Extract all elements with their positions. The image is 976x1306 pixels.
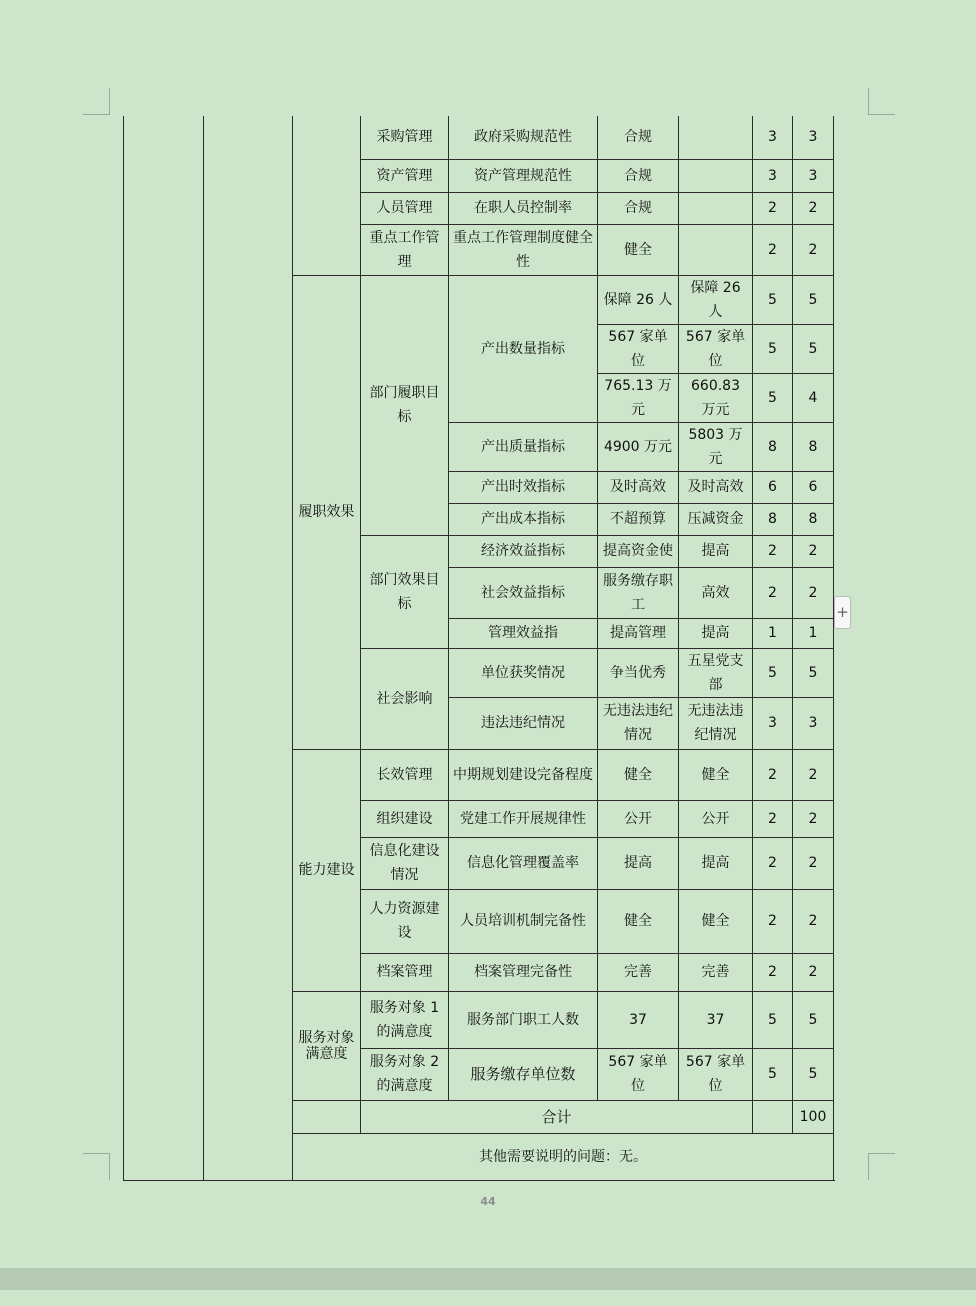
l3-cell: 组织建设 — [361, 800, 449, 837]
weight-cell: 1 — [753, 618, 793, 648]
target-cell: 567 家单位 — [598, 1048, 679, 1100]
actual-cell — [679, 116, 753, 159]
weight-cell: 3 — [753, 116, 793, 159]
l3-cell: 长效管理 — [361, 749, 449, 800]
actual-cell: 五星党支部 — [679, 648, 753, 697]
actual-cell: 保障 26 人 — [679, 275, 753, 324]
score-cell: 5 — [793, 1048, 834, 1100]
actual-cell: 提高 — [679, 837, 753, 889]
actual-cell: 压减资金 — [679, 503, 753, 535]
target-cell: 健全 — [598, 889, 679, 953]
l4-cell: 人员培训机制完备性 — [449, 889, 598, 953]
actual-cell: 提高 — [679, 618, 753, 648]
weight-cell: 3 — [753, 697, 793, 749]
weight-cell: 2 — [753, 800, 793, 837]
l4-cell: 管理效益指 — [449, 618, 598, 648]
score-cell: 8 — [793, 503, 834, 535]
weight-cell: 5 — [753, 373, 793, 422]
weight-cell: 2 — [753, 192, 793, 224]
weight-cell: 8 — [753, 503, 793, 535]
actual-cell: 37 — [679, 991, 753, 1048]
score-cell: 5 — [793, 991, 834, 1048]
weight-cell: 5 — [753, 1048, 793, 1100]
score-cell: 2 — [793, 889, 834, 953]
score-cell: 5 — [793, 275, 834, 324]
score-cell: 2 — [793, 224, 834, 275]
l3-cell: 档案管理 — [361, 953, 449, 991]
target-cell: 健全 — [598, 224, 679, 275]
l3-cell: 服务对象 1 的满意度 — [361, 991, 449, 1048]
l4-cell: 违法违纪情况 — [449, 697, 598, 749]
score-cell: 8 — [793, 422, 834, 471]
l4-cell: 服务缴存单位数 — [449, 1048, 598, 1100]
l4-cell: 在职人员控制率 — [449, 192, 598, 224]
score-cell: 5 — [793, 324, 834, 373]
weight-cell: 2 — [753, 889, 793, 953]
add-row-button[interactable]: + — [834, 596, 851, 629]
l4-cell: 单位获奖情况 — [449, 648, 598, 697]
l4-cell: 经济效益指标 — [449, 535, 598, 567]
target-cell: 无违法违纪情况 — [598, 697, 679, 749]
l4-cell: 产出数量指标 — [449, 275, 598, 422]
actual-cell: 及时高效 — [679, 471, 753, 503]
actual-cell: 5803 万元 — [679, 422, 753, 471]
target-cell: 合规 — [598, 116, 679, 159]
weight-cell: 6 — [753, 471, 793, 503]
l3-cell: 人员管理 — [361, 192, 449, 224]
score-cell: 2 — [793, 535, 834, 567]
weight-cell: 2 — [753, 535, 793, 567]
l3-cell: 采购管理 — [361, 116, 449, 159]
score-cell: 6 — [793, 471, 834, 503]
weight-cell: 5 — [753, 648, 793, 697]
weight-cell: 2 — [753, 837, 793, 889]
weight-cell: 2 — [753, 567, 793, 618]
target-cell: 不超预算 — [598, 503, 679, 535]
actual-cell: 567 家单位 — [679, 324, 753, 373]
total-actual-cell — [753, 1100, 793, 1133]
target-cell: 提高资金使 — [598, 535, 679, 567]
actual-cell — [679, 159, 753, 192]
target-cell: 服务缴存职工 — [598, 567, 679, 618]
actual-cell: 健全 — [679, 749, 753, 800]
page-number: 44 — [480, 1195, 496, 1208]
score-cell: 2 — [793, 192, 834, 224]
crop-mark-top-left — [83, 88, 110, 115]
total-label: 合计 — [361, 1100, 753, 1133]
target-cell: 合规 — [598, 192, 679, 224]
target-cell: 争当优秀 — [598, 648, 679, 697]
l3-cell: 资产管理 — [361, 159, 449, 192]
l4-cell: 产出质量指标 — [449, 422, 598, 471]
col1-total-cell — [293, 1100, 361, 1133]
l4-cell: 政府采购规范性 — [449, 116, 598, 159]
l3-cell-shehui-yingxiang: 社会影响 — [361, 648, 449, 749]
score-cell: 3 — [793, 159, 834, 192]
target-cell: 保障 26 人 — [598, 275, 679, 324]
target-cell: 公开 — [598, 800, 679, 837]
weight-cell: 2 — [753, 749, 793, 800]
actual-cell: 公开 — [679, 800, 753, 837]
l4-cell: 重点工作管理制度健全性 — [449, 224, 598, 275]
actual-cell: 提高 — [679, 535, 753, 567]
score-cell: 2 — [793, 567, 834, 618]
target-cell: 完善 — [598, 953, 679, 991]
table-row — [124, 116, 834, 159]
l2-cell-lvzhi: 履职效果 — [293, 275, 361, 749]
l3-cell: 重点工作管理 — [361, 224, 449, 275]
l3-cell: 人力资源建设 — [361, 889, 449, 953]
target-cell: 提高 — [598, 837, 679, 889]
score-cell: 3 — [793, 697, 834, 749]
score-cell: 2 — [793, 800, 834, 837]
l3-cell-bumen-lvzhi: 部门履职目标 — [361, 275, 449, 535]
target-cell: 及时高效 — [598, 471, 679, 503]
crop-mark-top-right — [868, 88, 895, 115]
weight-cell: 2 — [753, 224, 793, 275]
score-cell: 1 — [793, 618, 834, 648]
actual-cell — [679, 192, 753, 224]
col1-cell — [124, 116, 204, 1180]
l4-cell: 信息化管理覆盖率 — [449, 837, 598, 889]
target-cell: 567 家单位 — [598, 324, 679, 373]
l4-cell: 档案管理完备性 — [449, 953, 598, 991]
target-cell: 765.13 万元 — [598, 373, 679, 422]
weight-cell: 5 — [753, 991, 793, 1048]
weight-cell: 5 — [753, 275, 793, 324]
score-cell: 2 — [793, 749, 834, 800]
l2-cell-fuwu: 服务对象满意度 — [293, 991, 361, 1100]
actual-cell: 完善 — [679, 953, 753, 991]
l3-cell: 信息化建设情况 — [361, 837, 449, 889]
l4-cell: 产出成本指标 — [449, 503, 598, 535]
bottom-bar — [0, 1268, 976, 1290]
weight-cell: 2 — [753, 953, 793, 991]
l3-cell-bumen-xiaoguo: 部门效果目标 — [361, 535, 449, 648]
actual-cell: 无违法违纪情况 — [679, 697, 753, 749]
score-cell: 3 — [793, 116, 834, 159]
col2-cell — [204, 116, 293, 1180]
target-cell: 37 — [598, 991, 679, 1048]
target-cell: 提高管理 — [598, 618, 679, 648]
actual-cell: 660.83 万元 — [679, 373, 753, 422]
l2-cell-nengli: 能力建设 — [293, 749, 361, 991]
score-cell: 2 — [793, 953, 834, 991]
actual-cell — [679, 224, 753, 275]
note-text: 其他需要说明的问题：无。 — [293, 1133, 834, 1180]
l4-cell: 党建工作开展规律性 — [449, 800, 598, 837]
l3-cell: 服务对象 2 的满意度 — [361, 1048, 449, 1100]
weight-cell: 8 — [753, 422, 793, 471]
weight-cell: 3 — [753, 159, 793, 192]
weight-cell: 5 — [753, 324, 793, 373]
l4-cell: 资产管理规范性 — [449, 159, 598, 192]
actual-cell: 567 家单位 — [679, 1048, 753, 1100]
score-cell: 4 — [793, 373, 834, 422]
target-cell: 4900 万元 — [598, 422, 679, 471]
l2-cell — [293, 116, 361, 275]
l4-cell: 产出时效指标 — [449, 471, 598, 503]
score-cell: 2 — [793, 837, 834, 889]
total-weight: 100 — [793, 1100, 834, 1133]
target-cell: 健全 — [598, 749, 679, 800]
target-cell: 合规 — [598, 159, 679, 192]
score-cell: 5 — [793, 648, 834, 697]
l4-cell: 社会效益指标 — [449, 567, 598, 618]
actual-cell: 高效 — [679, 567, 753, 618]
actual-cell: 健全 — [679, 889, 753, 953]
crop-mark-bottom-left — [83, 1153, 110, 1180]
crop-mark-bottom-right — [868, 1153, 895, 1180]
evaluation-table — [123, 116, 834, 1181]
l4-cell: 中期规划建设完备程度 — [449, 749, 598, 800]
l4-cell: 服务部门职工人数 — [449, 991, 598, 1048]
